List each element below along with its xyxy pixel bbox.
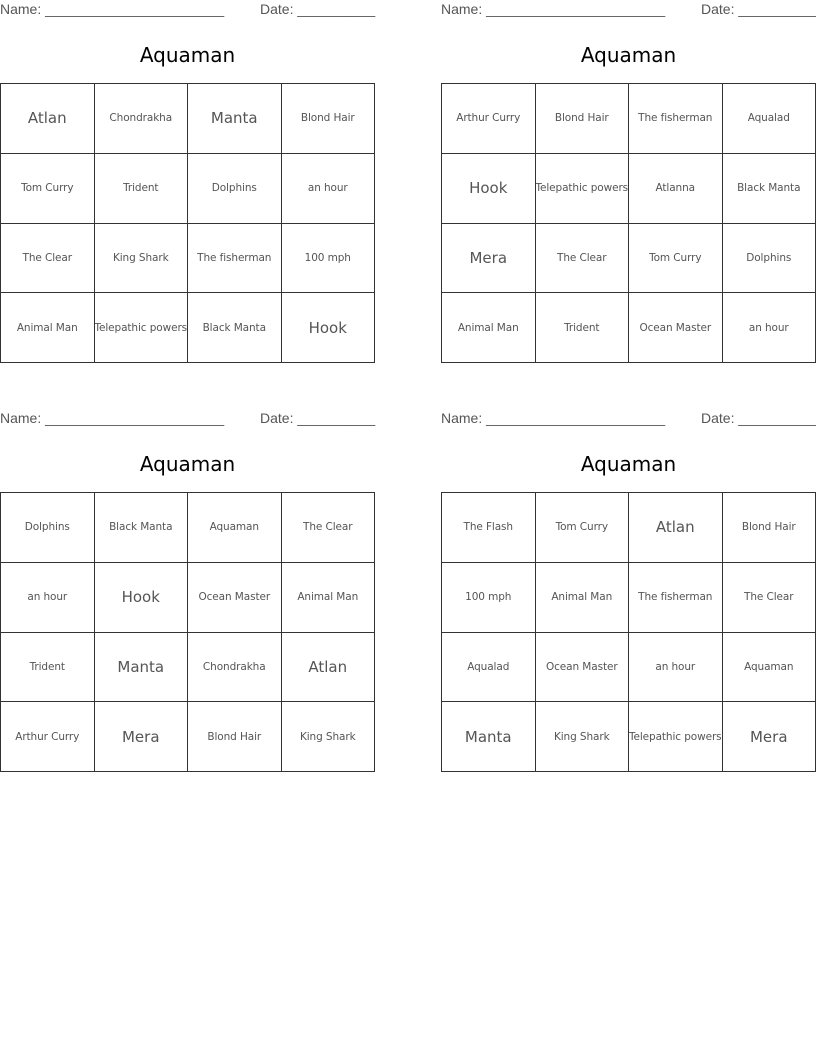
grid-cell: Aqualad xyxy=(723,84,816,154)
grid-cell: Manta xyxy=(95,633,189,703)
grid-cell: The fisherman xyxy=(629,563,723,633)
grid-cell: Animal Man xyxy=(1,293,95,363)
name-field-label: Name: _______________________ xyxy=(0,1,225,17)
grid-cell: The Clear xyxy=(723,563,816,633)
grid-cell: Chondrakha xyxy=(188,633,282,703)
date-field-label: Date: __________ xyxy=(260,1,376,17)
grid-cell: Blond Hair xyxy=(723,493,816,563)
name-field-label: Name: _______________________ xyxy=(441,410,666,426)
grid-cell: Blond Hair xyxy=(536,84,630,154)
grid-cell: an hour xyxy=(1,563,95,633)
grid-cell: Dolphins xyxy=(188,154,282,224)
grid-cell: an hour xyxy=(723,293,816,363)
grid-cell: King Shark xyxy=(282,702,376,772)
card-title: Aquaman xyxy=(580,43,677,67)
grid-cell: Telepathic powers xyxy=(629,702,723,772)
grid-cell: Trident xyxy=(95,154,189,224)
bingo-grid xyxy=(0,83,375,363)
grid-cell: Mera xyxy=(442,224,536,294)
grid-cell: The Clear xyxy=(282,493,376,563)
grid-cell: Arthur Curry xyxy=(1,702,95,772)
grid-cell: 100 mph xyxy=(442,563,536,633)
card-title: Aquaman xyxy=(139,43,236,67)
grid-cell: Telepathic powers xyxy=(536,154,630,224)
card-title: Aquaman xyxy=(139,452,236,476)
grid-cell: Mera xyxy=(95,702,189,772)
grid-cell: Aquaman xyxy=(188,493,282,563)
grid-cell: Hook xyxy=(442,154,536,224)
grid-cell: Telepathic powers xyxy=(95,293,189,363)
date-field-label: Date: __________ xyxy=(260,410,376,426)
grid-cell: Atlan xyxy=(629,493,723,563)
grid-cell: Tom Curry xyxy=(629,224,723,294)
name-field-label: Name: _______________________ xyxy=(0,410,225,426)
bingo-card-2 xyxy=(441,0,816,360)
grid-cell: Manta xyxy=(188,84,282,154)
grid-cell: Black Manta xyxy=(95,493,189,563)
grid-cell: Ocean Master xyxy=(629,293,723,363)
card-title: Aquaman xyxy=(580,452,677,476)
grid-cell: 100 mph xyxy=(282,224,376,294)
grid-cell: Blond Hair xyxy=(282,84,376,154)
grid-cell: Aqualad xyxy=(442,633,536,703)
bingo-grid xyxy=(441,83,816,363)
grid-cell: Blond Hair xyxy=(188,702,282,772)
info-row xyxy=(441,1,816,21)
grid-cell: The Clear xyxy=(1,224,95,294)
grid-cell: Black Manta xyxy=(723,154,816,224)
grid-cell: Animal Man xyxy=(536,563,630,633)
grid-cell: King Shark xyxy=(95,224,189,294)
grid-cell: Black Manta xyxy=(188,293,282,363)
grid-cell: Trident xyxy=(536,293,630,363)
grid-cell: Tom Curry xyxy=(1,154,95,224)
bingo-card-3 xyxy=(0,409,375,769)
grid-cell: Mera xyxy=(723,702,816,772)
grid-cell: Aquaman xyxy=(723,633,816,703)
date-field-label: Date: __________ xyxy=(701,1,816,17)
grid-cell: The Flash xyxy=(442,493,536,563)
bingo-grid xyxy=(0,492,375,772)
grid-cell: Atlanna xyxy=(629,154,723,224)
grid-cell: an hour xyxy=(629,633,723,703)
info-row xyxy=(441,410,816,430)
grid-cell: Dolphins xyxy=(723,224,816,294)
grid-cell: The fisherman xyxy=(629,84,723,154)
bingo-card-1 xyxy=(0,0,375,360)
bingo-grid xyxy=(441,492,816,772)
grid-cell: Hook xyxy=(282,293,376,363)
date-field-label: Date: __________ xyxy=(701,410,816,426)
grid-cell: Dolphins xyxy=(1,493,95,563)
grid-cell: Animal Man xyxy=(282,563,376,633)
grid-cell: King Shark xyxy=(536,702,630,772)
grid-cell: Animal Man xyxy=(442,293,536,363)
bingo-card-4 xyxy=(441,409,816,769)
grid-cell: Tom Curry xyxy=(536,493,630,563)
info-row xyxy=(0,1,375,21)
grid-cell: Trident xyxy=(1,633,95,703)
grid-cell: Ocean Master xyxy=(536,633,630,703)
grid-cell: Atlan xyxy=(282,633,376,703)
grid-cell: Chondrakha xyxy=(95,84,189,154)
name-field-label: Name: _______________________ xyxy=(441,1,666,17)
info-row xyxy=(0,410,375,430)
grid-cell: The Clear xyxy=(536,224,630,294)
grid-cell: Atlan xyxy=(1,84,95,154)
grid-cell: Hook xyxy=(95,563,189,633)
grid-cell: Arthur Curry xyxy=(442,84,536,154)
grid-cell: Manta xyxy=(442,702,536,772)
grid-cell: Ocean Master xyxy=(188,563,282,633)
grid-cell: The fisherman xyxy=(188,224,282,294)
grid-cell: an hour xyxy=(282,154,376,224)
